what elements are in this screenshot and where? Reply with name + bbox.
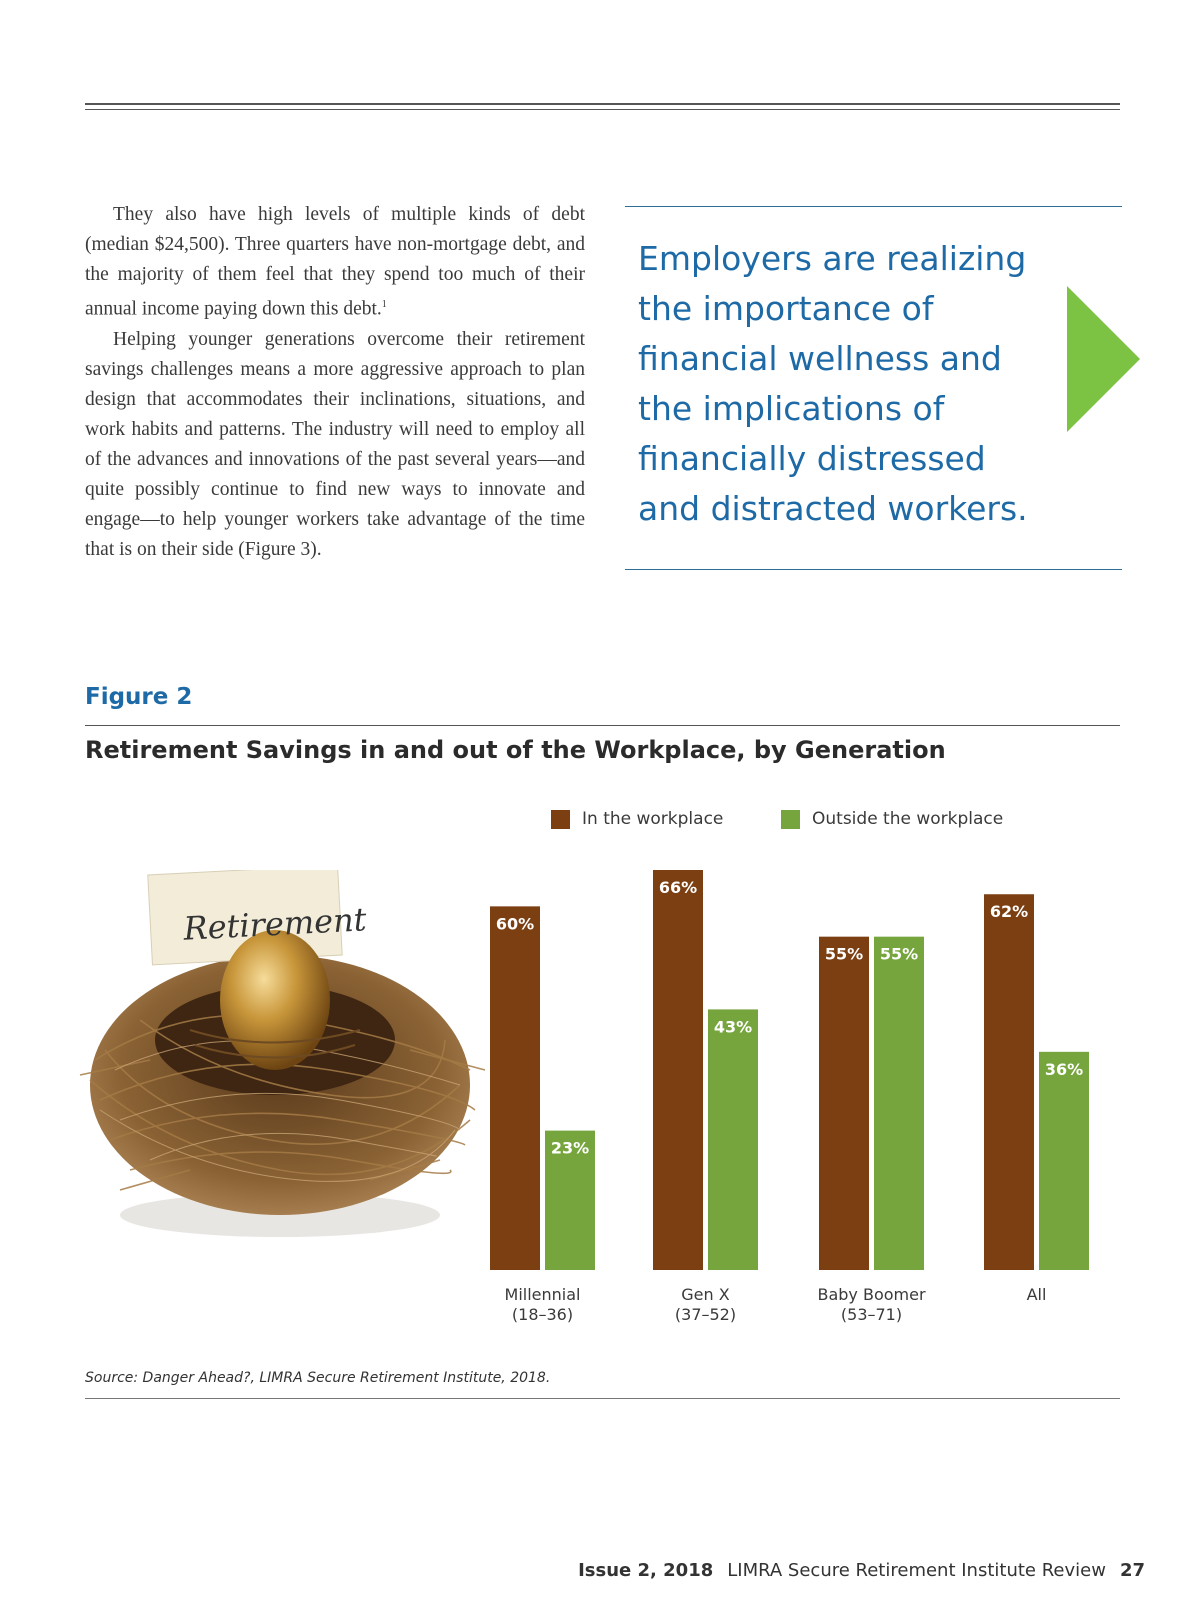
bar-in-workplace [490, 906, 540, 1270]
data-label: 23% [550, 1138, 590, 1158]
category-label: (37–52) [674, 1305, 737, 1324]
legend-item-outside-workplace [781, 808, 1003, 830]
category-label: All [1026, 1285, 1047, 1304]
body-paragraph: Helping younger generations overcome their retirement savings challenges means a more aggressive approach to plan design that accommodates their inclinations, situations, and work habits and patterns. The industry will need to employ all of the advances and innovations of the past several years—and quite possibly continue to find new ways to innovate and engage—to help younger workers take advantage of the time that is on their side (Figure 3). [85, 328, 585, 560]
nest-sign-text: Retirement [182, 900, 368, 948]
page-number: 27 [1119, 1560, 1145, 1581]
footnote-ref: 1 [381, 299, 387, 310]
arrow-right-icon [1067, 286, 1140, 432]
data-label: 66% [658, 878, 698, 897]
footer-publication: LIMRA Secure Retirement Institute Review [727, 1560, 1106, 1581]
category-label: Baby Boomer [817, 1285, 926, 1304]
figure-source: Source: Danger Ahead?, LIMRA Secure Retirement Institute, 2018. [85, 1370, 551, 1386]
data-label: 55% [824, 944, 864, 964]
header-rule [85, 103, 1120, 110]
bar-in-workplace [819, 937, 869, 1270]
body-paragraph: They also have high levels of multiple kinds of debt (median $24,500). Three quarters have non-mortgage debt, and the majority of them feel that they spend too much of their annual income paying down this debt.$^1$ [85, 204, 585, 320]
bar-chart [490, 860, 1140, 1340]
data-label: 62% [989, 902, 1029, 922]
figure-label: Figure 2 [85, 684, 193, 710]
data-label: 55% [879, 944, 919, 964]
data-label: 43% [713, 1017, 753, 1037]
legend-swatch [551, 810, 570, 829]
category-label: (53–71) [840, 1305, 903, 1324]
figure-rule [85, 725, 1120, 726]
category-label: (18–36) [511, 1305, 574, 1324]
page-footer [578, 1560, 1145, 1581]
category-label: Gen X [681, 1285, 730, 1304]
bar-in-workplace [653, 870, 703, 1270]
figure-title: Retirement Savings in and out of the Workplace, by Generation [85, 736, 946, 764]
body-text [85, 200, 585, 565]
bar-outside-workplace [708, 1009, 758, 1270]
category-label: Millennial [504, 1285, 581, 1304]
legend-label: In the workplace [582, 809, 724, 829]
pull-quote-bottom-rule [625, 569, 1122, 570]
data-label: 36% [1044, 1059, 1084, 1079]
pull-quote: Employers are realizing the importance of financial wellness and the implications of financially distressed and distracted workers. [638, 239, 1028, 528]
legend-swatch [781, 810, 800, 829]
bar-in-workplace [984, 894, 1034, 1270]
legend-label: Outside the workplace [812, 809, 1004, 829]
bar-outside-workplace [1039, 1052, 1089, 1270]
footer-issue: Issue 2, 2018 [578, 1560, 714, 1581]
bar-outside-workplace [874, 937, 924, 1270]
pull-quote-top-rule [625, 206, 1122, 207]
legend-item-in-workplace [551, 808, 723, 830]
figure-bottom-rule [85, 1398, 1120, 1399]
data-label: 60% [495, 914, 535, 934]
